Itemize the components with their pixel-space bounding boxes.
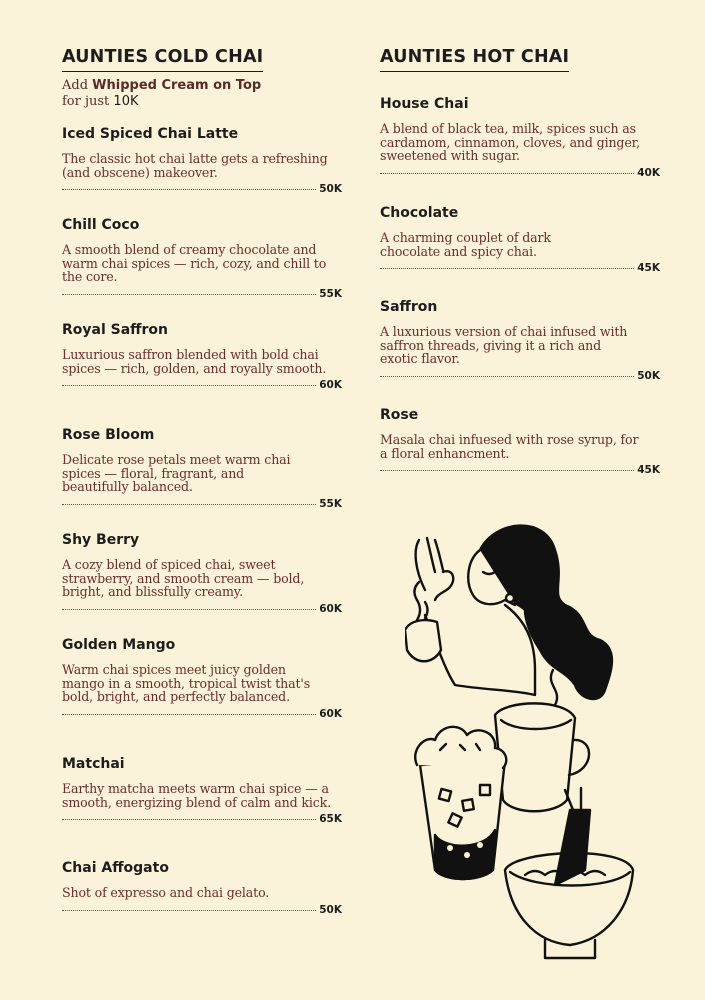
promo-highlight: Whipped Cream on Top [92, 78, 262, 93]
promo-prefix: Add [62, 78, 93, 93]
menu-item [62, 322, 342, 392]
item-name: Royal Saffron [62, 322, 169, 338]
item-price: 55K [319, 288, 342, 301]
item-description: A luxurious version of chai infused with saffron threads, giving it a rich and exotic flavor. [380, 324, 628, 367]
item-price: 50K [319, 183, 342, 196]
dotted-leader [62, 910, 316, 911]
item-description: A charming couplet of dark chocolate and spicy chai. [380, 230, 551, 259]
item-description: Warm chai spices meet juicy golden mango in a smooth, tropical twist that's bold, bright, and perfectly balanced. [62, 662, 311, 705]
menu-item [62, 532, 342, 616]
menu-item [62, 860, 342, 914]
item-name: Saffron [380, 299, 438, 315]
dotted-leader [62, 714, 316, 715]
dotted-leader [380, 470, 634, 471]
item-description: Delicate rose petals meet warm chai spices — floral, fragrant, and beautifully balanced. [62, 452, 291, 495]
item-description: Shot of expresso and chai gelato. [62, 885, 270, 900]
menu-item [380, 96, 660, 180]
item-name: Chai Affogato [62, 860, 169, 876]
item-price: 60K [319, 379, 342, 392]
menu-item [62, 756, 342, 826]
menu-item [62, 637, 342, 721]
raised-hand [416, 538, 454, 600]
woman-sipping-chai-illustration [405, 510, 645, 970]
menu-item [380, 205, 660, 275]
whipped-cream-promo [62, 78, 261, 110]
item-name: Golden Mango [62, 637, 176, 653]
item-price: 60K [319, 708, 342, 721]
menu-item [62, 217, 342, 301]
item-name: Shy Berry [62, 532, 140, 548]
item-description: Masala chai infuesed with rose syrup, for a floral enhancment. [380, 432, 639, 461]
dotted-leader [380, 376, 634, 377]
item-price: 45K [637, 464, 660, 477]
item-price: 55K [319, 498, 342, 511]
menu-item [380, 299, 660, 383]
item-name: House Chai [380, 96, 469, 112]
item-price: 50K [637, 370, 660, 383]
item-name: Matchai [62, 756, 125, 772]
item-name: Chocolate [380, 205, 459, 221]
dotted-leader [62, 504, 316, 505]
menu-item [62, 427, 342, 511]
dotted-leader [62, 385, 316, 386]
item-price: 50K [319, 903, 342, 916]
dotted-leader [380, 173, 634, 174]
item-name: Rose [380, 407, 419, 423]
dotted-leader [62, 609, 316, 610]
item-description: A blend of black tea, milk, spices such as cardamom, cinnamon, cloves, and ginger, sweetened with sugar. [380, 121, 640, 164]
item-name: Rose Bloom [62, 427, 155, 443]
item-price: 40K [637, 167, 660, 180]
dotted-leader [380, 268, 634, 269]
item-description: A cozy blend of spiced chai, sweet strawberry, and smooth cream — bold, bright, and blissfully creamy. [62, 557, 305, 600]
menu-item [380, 407, 660, 477]
item-description: Earthy matcha meets warm chai spice — a smooth, energizing blend of calm and kick. [62, 781, 331, 810]
item-description: The classic hot chai latte gets a refreshing (and obscene) makeover. [62, 151, 328, 180]
cup-hand [405, 620, 441, 661]
cold-chai-title: AUNTIES COLD CHAI [62, 47, 263, 72]
item-price: 65K [319, 813, 342, 826]
dotted-leader [62, 189, 316, 190]
promo-line2: for just [62, 94, 114, 109]
item-description: Luxurious saffron blended with bold chai spices — rich, golden, and royally smooth. [62, 347, 327, 376]
promo-price: 10K [113, 94, 139, 109]
hot-chai-title: AUNTIES HOT CHAI [380, 47, 569, 72]
menu-item [62, 126, 342, 196]
item-name: Iced Spiced Chai Latte [62, 126, 239, 142]
item-name: Chill Coco [62, 217, 140, 233]
item-price: 60K [319, 603, 342, 616]
dotted-leader [62, 819, 316, 820]
dotted-leader [62, 294, 316, 295]
item-price: 45K [637, 262, 660, 275]
item-description: A smooth blend of creamy chocolate and warm chai spices — rich, cozy, and chill to the core. [62, 242, 327, 285]
